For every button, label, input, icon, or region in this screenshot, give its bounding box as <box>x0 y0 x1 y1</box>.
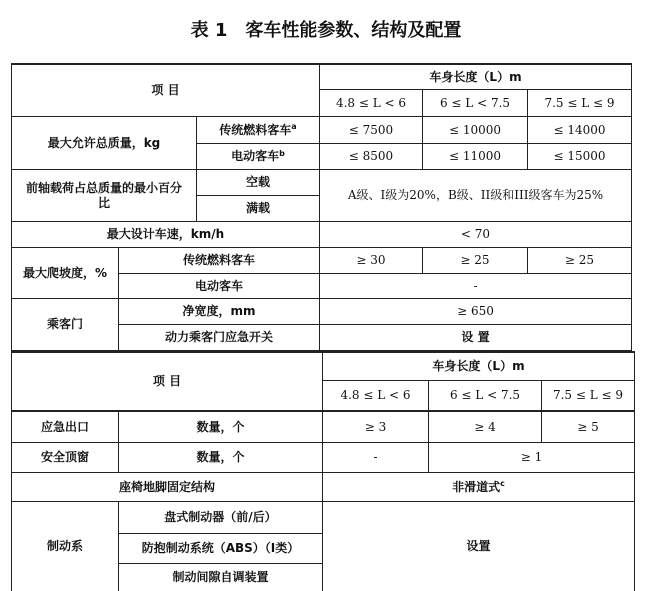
front-axle-label: 前轴载荷占总质量的最小百分 比 <box>25 180 182 210</box>
t2-header-item: 项 目 <box>152 374 182 388</box>
exit-label: 应急出口 <box>40 419 89 434</box>
brake-abs: 防抱制动系统（ABS）（I类） <box>141 541 300 555</box>
roof-value-small: - <box>373 450 378 464</box>
max-mass-conventional-2: ≤ 10000 <box>448 122 502 137</box>
max-climb-electric-value: - <box>473 278 478 293</box>
seat-value: 非滑道式 $^c$ <box>452 479 505 494</box>
door-width-label: 净宽度，mm <box>182 304 256 318</box>
brake-label: 制动系 <box>46 539 83 553</box>
max-mass-conventional-1: ≤ 7500 <box>348 122 394 137</box>
t1-range-3: 7.5 ≤ L ≤ 9 <box>544 95 615 110</box>
max-mass-electric-1: ≤ 8500 <box>348 149 394 163</box>
exit-value-2: ≥ 4 <box>474 419 496 434</box>
roof-label: 安全顶窗 <box>40 450 89 464</box>
t2-range-3: 7.5 ≤ L ≤ 9 <box>552 388 624 402</box>
max-climb-conventional: 传统燃料客车 <box>182 253 255 267</box>
t1-header-length: 车身长度（L）m <box>429 69 522 84</box>
exit-qty: 数量，个 <box>196 419 245 434</box>
max-mass-electric: 电动客车 $^b$ <box>231 148 285 163</box>
exit-value-3: ≥ 5 <box>577 419 599 434</box>
door-label: 乘客门 <box>46 317 83 331</box>
brake-adjust: 制动间隙自调装置 <box>172 570 269 584</box>
max-mass-label: 最大允许总质量，kg <box>47 135 161 150</box>
front-axle-empty: 空载 <box>245 175 270 189</box>
t1-header-item: 项 目 <box>151 83 180 97</box>
page-title: 表 1 客车性能参数、结构及配置 <box>190 20 462 41</box>
max-speed-value: < 70 <box>460 227 491 241</box>
max-speed-label: 最大设计车速，km/h <box>106 227 225 241</box>
max-climb-label: 最大爬坡度，% <box>22 265 108 280</box>
t2-range-1: 4.8 ≤ L < 6 <box>340 388 411 402</box>
t1-range-2: 6 ≤ L < 7.5 <box>439 95 511 110</box>
max-climb-conventional-2: ≥ 25 <box>460 253 490 267</box>
t2-range-2: 6 ≤ L < 7.5 <box>449 388 521 402</box>
t2-header-length: 车身长度（L）m <box>432 359 525 373</box>
roof-value-large: ≥ 1 <box>520 450 543 464</box>
max-climb-electric: 电动客车 <box>194 278 243 293</box>
front-axle-full: 满载 <box>245 201 270 215</box>
max-mass-conventional-3: ≤ 14000 <box>553 122 606 137</box>
max-mass-electric-3: ≤ 15000 <box>553 149 606 163</box>
max-climb-conventional-1: ≥ 30 <box>356 253 386 267</box>
front-axle-value: A级、I级为20%，B级、II级和III级客车为25% <box>347 188 604 202</box>
door-switch-label: 动力乘客门应急开关 <box>164 330 273 344</box>
seat-label: 座椅地脚固定结构 <box>118 479 215 494</box>
exit-value-1: ≥ 3 <box>364 419 387 434</box>
door-switch-value: 设 置 <box>461 330 490 344</box>
door-width-value: ≥ 650 <box>457 304 494 318</box>
max-mass-electric-2: ≤ 11000 <box>448 149 502 163</box>
roof-qty: 数量，个 <box>196 450 245 464</box>
brake-value: 设置 <box>466 539 491 553</box>
t1-range-1: 4.8 ≤ L < 6 <box>335 95 407 110</box>
max-climb-conventional-3: ≥ 25 <box>564 253 595 267</box>
max-mass-conventional: 传统燃料客车 $^a$ <box>219 122 297 137</box>
brake-disc: 盘式制动器（前/后） <box>164 510 277 524</box>
